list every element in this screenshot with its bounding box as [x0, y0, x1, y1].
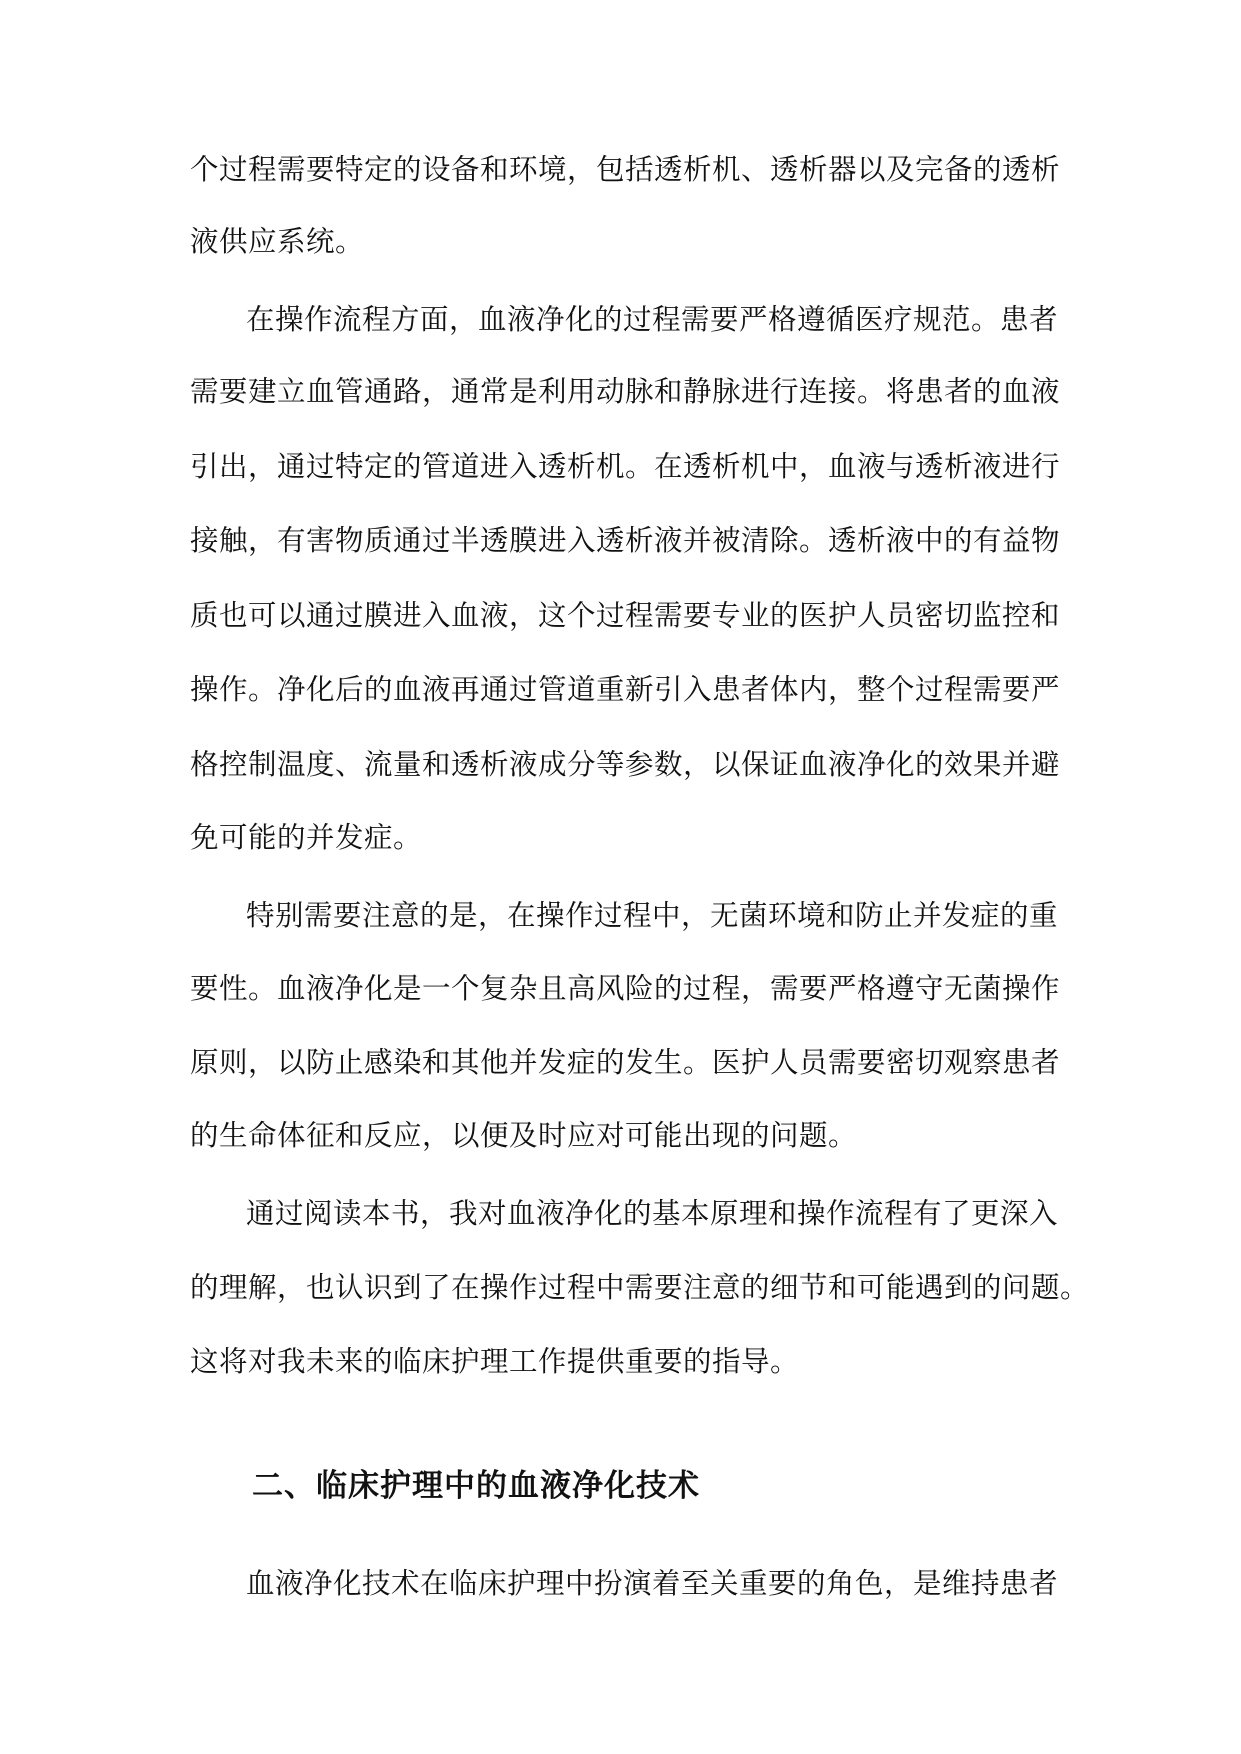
paragraph-2-line-8: 免可能的并发症。	[190, 821, 423, 854]
section-heading: 二、临床护理中的血液净化技术	[252, 1468, 700, 1504]
paragraph-2-line-3: 引出，通过特定的管道进入透析机。在透析机中，血液与透析液进行	[190, 450, 1061, 483]
paragraph-2-line-5: 质也可以通过膜进入血液，这个过程需要专业的医护人员密切监控和	[190, 599, 1061, 632]
paragraph-1-line-2: 液供应系统。	[190, 225, 365, 258]
paragraph-4-line-3: 这将对我未来的临床护理工作提供重要的指导。	[190, 1345, 800, 1378]
paragraph-2-line-7: 格控制温度、流量和透析液成分等参数，以保证血液净化的效果并避	[190, 748, 1061, 781]
paragraph-4-line-1: 通过阅读本书，我对血液净化的基本原理和操作流程有了更深入	[246, 1197, 1059, 1230]
paragraph-2-line-2: 需要建立血管通路，通常是利用动脉和静脉进行连接。将患者的血液	[190, 375, 1061, 408]
section-paragraph-line-1: 血液净化技术在临床护理中扮演着至关重要的角色，是维持患者	[246, 1567, 1059, 1600]
paragraph-2-line-4: 接触，有害物质通过半透膜进入透析液并被清除。透析液中的有益物	[190, 524, 1061, 557]
paragraph-3-line-1: 特别需要注意的是，在操作过程中，无菌环境和防止并发症的重	[246, 899, 1059, 932]
paragraph-1-line-1: 个过程需要特定的设备和环境，包括透析机、透析器以及完备的透析	[190, 153, 1061, 186]
paragraph-3-line-2: 要性。血液净化是一个复杂且高风险的过程，需要严格遵守无菌操作	[190, 972, 1061, 1005]
paragraph-3-line-4: 的生命体征和反应，以便及时应对可能出现的问题。	[190, 1119, 858, 1152]
paragraph-4-line-2: 的理解，也认识到了在操作过程中需要注意的细节和可能遇到的问题。	[190, 1271, 1090, 1304]
paragraph-2-line-6: 操作。净化后的血液再通过管道重新引入患者体内，整个过程需要严	[190, 673, 1061, 706]
paragraph-3-line-3: 原则，以防止感染和其他并发症的发生。医护人员需要密切观察患者	[190, 1046, 1061, 1079]
paragraph-2-line-1: 在操作流程方面，血液净化的过程需要严格遵循医疗规范。患者	[246, 303, 1059, 336]
